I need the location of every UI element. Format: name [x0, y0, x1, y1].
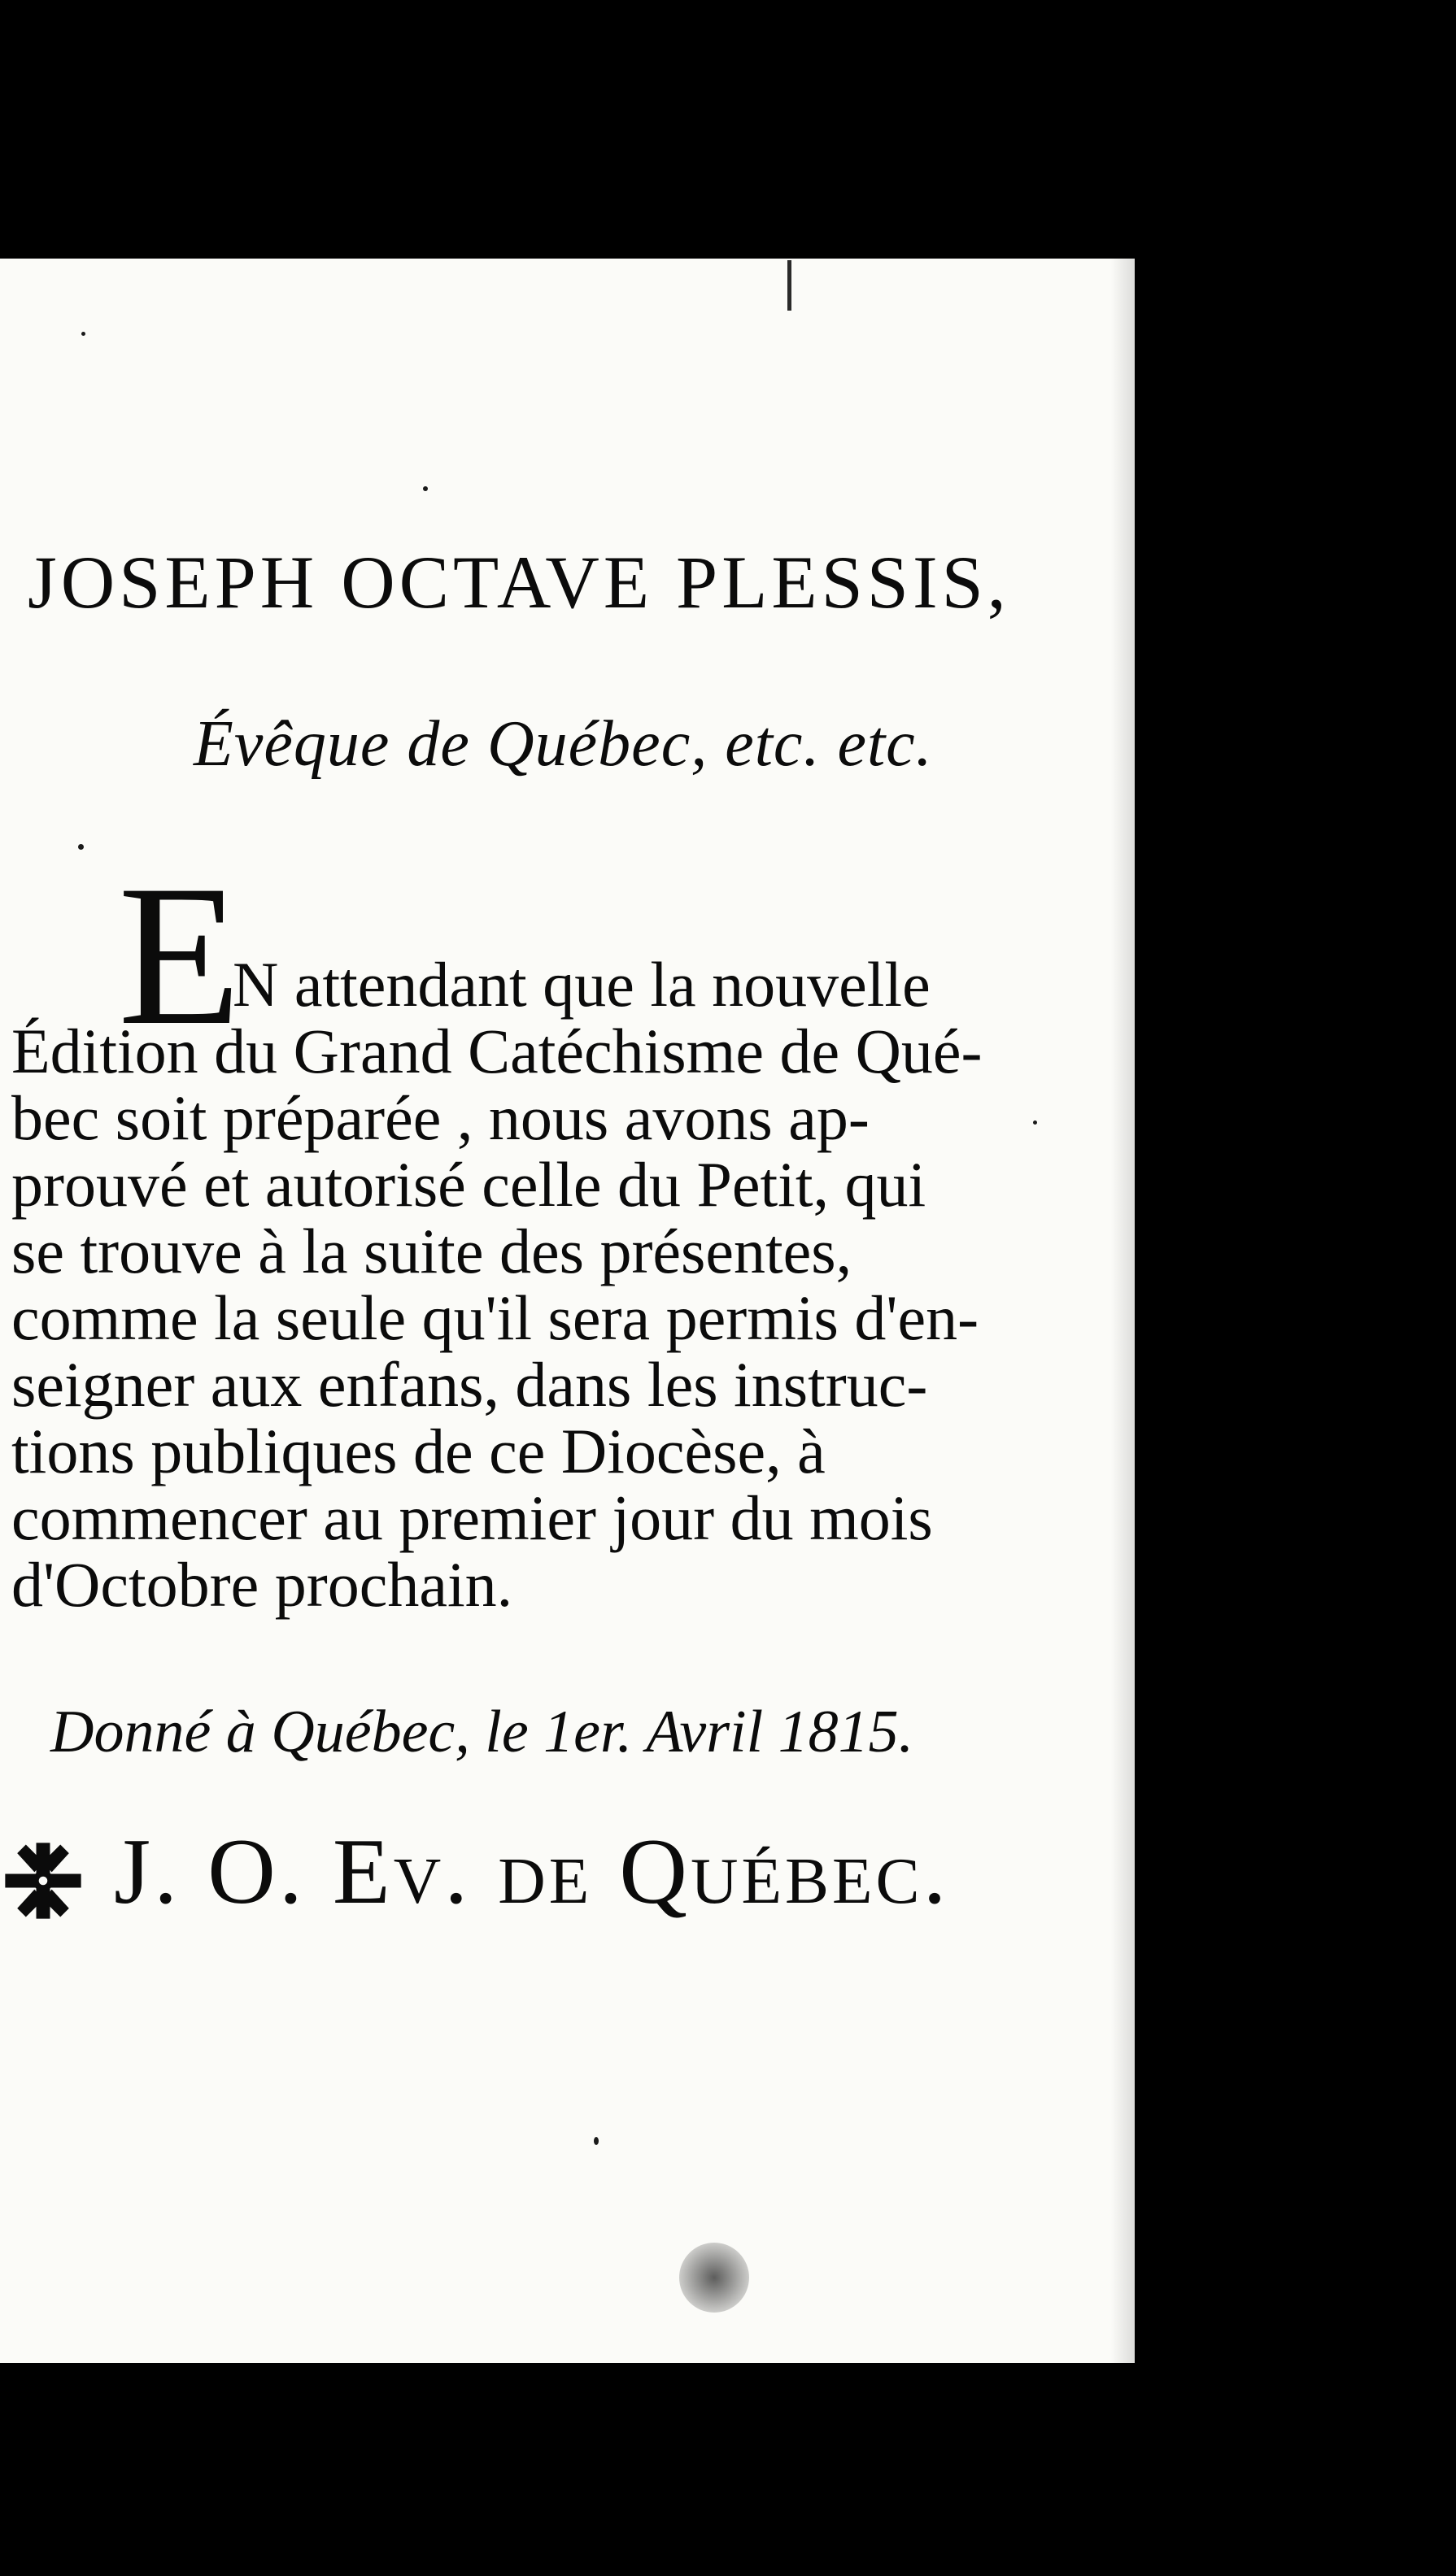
fold-mark [787, 260, 791, 311]
scan-speck [81, 332, 85, 336]
scan-speck [423, 486, 428, 491]
body-line: Édition du Grand Catéchisme de Qué- [11, 1016, 983, 1086]
scan-shadow-spot [679, 2243, 749, 2313]
body-line: commencer au premier jour du mois [11, 1482, 933, 1553]
scan-speck [78, 844, 84, 850]
body-line: prouvé et autorisé celle du Petit, qui [11, 1149, 926, 1220]
episcopal-cross-icon [0, 1838, 86, 1924]
body-first-line: N attendant que la nouvelle [233, 949, 931, 1020]
heading-name: JOSEPH OCTAVE PLESSIS, [28, 541, 1010, 624]
scan-speck [1033, 1120, 1037, 1125]
body-line: d'Octobre prochain. [11, 1549, 513, 1620]
body-line: comme la seule qu'il sera permis d'en- [11, 1282, 979, 1353]
body-line: bec soit préparée , nous avons ap- [11, 1082, 870, 1153]
heading-title: Évêque de Québec, etc. etc. [194, 708, 933, 780]
dated-line: Donné à Québec, le 1er. Avril 1815. [50, 1699, 914, 1765]
page-edge-shade [1110, 259, 1135, 2363]
page-sheet [0, 259, 1135, 2363]
signature-line: J. O. Ev. de Québec. [114, 1820, 950, 1924]
body-line: tions publiques de ce Diocèse, à [11, 1416, 826, 1486]
drop-cap: E [118, 843, 242, 1067]
body-line: se trouve à la suite des présentes, [11, 1216, 852, 1286]
scan-speck [594, 2137, 599, 2145]
body-line: seigner aux enfans, dans les instruc- [11, 1349, 928, 1420]
